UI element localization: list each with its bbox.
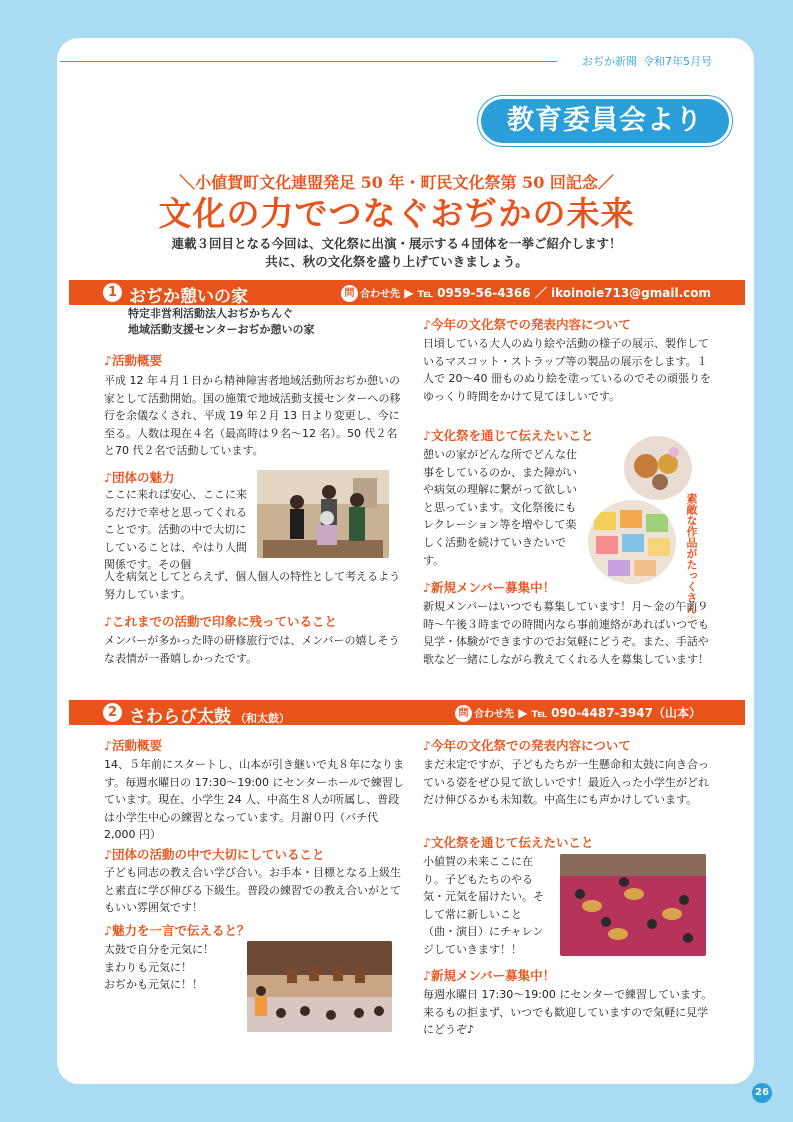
issue-date: 令和7年5月号 bbox=[643, 55, 712, 68]
s1-convey-heading: ♪文化祭を通じて伝えたいこと bbox=[423, 428, 594, 443]
contact-value: ▶ ℡ 0959-56-4366 ／ ikoinoie713@gmail.com bbox=[404, 286, 712, 300]
s2-overview-heading: ♪活動概要 bbox=[104, 738, 162, 753]
s1-group-photo bbox=[257, 470, 389, 558]
s2-overview-text: 14、５年前にスタートし、山本が引き継いで丸８年になります。毎週水曜日の 17:30～19:00 にセンターホールで練習しています。現在、小学生 24 人、中高生８人が所属し、普段は小学生中心の練習となっています。月謝０円（バチ代 2,000 円） bbox=[104, 758, 404, 842]
section-2-header bbox=[69, 700, 745, 725]
s1-show-text: 日頃している大人のぬり絵や活動の様子の展示、製作しているマスコット・ストラップ等の製品の展示をします。１人で 20～40 冊ものぬり絵を塗っているのでその頑張りをゆっくり時間をかけて見てほしいです。 bbox=[423, 337, 711, 403]
feature-title: 文化の力でつなぐおぢかの未来 bbox=[158, 194, 635, 233]
s1-charm-text-a: ここに来れば安心、ここに来るだけで幸せと思ってくれることです。活動の中で大切にしていることは、やはり人間関係です。その個 bbox=[104, 488, 247, 572]
s1-memory-heading: ♪これまでの活動で印象に残っていること bbox=[104, 614, 337, 629]
org-line-1: 特定非営利活動法人おぢかちんぐ bbox=[128, 307, 293, 320]
s1-coloring-photo bbox=[588, 500, 676, 584]
s2-value-text: 子ども同志の教え合い学び合い。お手本・目標となる上級生と素直に学び伸びる下級生。普段の練習での教え合いがとてもいい雰囲気です！ bbox=[104, 866, 401, 915]
oneword-line-1: 太鼓で自分を元気に！ bbox=[104, 943, 214, 956]
s2-convey-heading: ♪文化祭を通じて伝えたいこと bbox=[423, 835, 594, 850]
section-1-contact bbox=[341, 284, 711, 302]
section-1-header bbox=[69, 280, 745, 305]
section-2-title bbox=[129, 702, 290, 727]
section-2-number: 2 bbox=[103, 703, 122, 722]
header-rule bbox=[60, 61, 557, 62]
s1-recruit-text: 新規メンバーはいつでも募集しています！月～金の午前９時～午後３時までの時間内なら事前連絡があればいつでも見学・体験ができますのでお気軽にどうぞ。また、手話や歌など一緒にしながら教えてくれる人を募集しています！ bbox=[423, 600, 709, 666]
s1-overview-heading: ♪活動概要 bbox=[104, 353, 162, 368]
section-1-number: 1 bbox=[103, 283, 122, 302]
section-1-title: おぢか憩いの家 bbox=[129, 287, 248, 307]
org-line-2: 地域活動支援センターおぢか憩いの家 bbox=[128, 323, 315, 336]
s2-oneword-heading: ♪魅力を一言で伝えると？ bbox=[104, 923, 250, 938]
section-2-name: さわらび太鼓 bbox=[129, 707, 231, 727]
oneword-line-3: おぢかも元気に！！ bbox=[104, 978, 203, 992]
contact-label: 合わせ先 bbox=[360, 289, 400, 300]
contact-label: 合わせ先 bbox=[474, 709, 514, 720]
inquiry-icon: 問 bbox=[455, 705, 472, 722]
s2-value-heading: ♪団体の活動の中で大切にしていること bbox=[104, 847, 325, 862]
s2-show-heading: ♪今年の文化祭での発表内容について bbox=[423, 738, 631, 753]
oneword-line-2: まわりも元気に！ bbox=[104, 960, 192, 974]
s1-show-heading: ♪今年の文化祭での発表内容について bbox=[423, 317, 631, 332]
s2-taiko-stage-photo bbox=[247, 941, 392, 1032]
s1-charm-heading: ♪団体の魅力 bbox=[104, 470, 175, 485]
feature-subtitle: ＼小値賀町文化連盟発足 50 年・町民文化祭第 50 回記念／ bbox=[179, 173, 614, 192]
s2-show-text: まだ未定ですが、子どもたちが一生懸命和太鼓に向き合っている姿をぜひ見て欲しいです！最近入った小学生がどれだけ伸びるかも未知数。中高生にも声かけしています。 bbox=[423, 758, 709, 807]
s2-recruit-text: 毎週水曜日 17:30～19:00 にセンターで練習しています。来るもの拒まず、いつでも歓迎していますので気軽に見学にどうぞ♪ bbox=[423, 988, 713, 1037]
s1-crafts-photo bbox=[624, 436, 692, 500]
issue-info bbox=[582, 53, 712, 69]
newsletter-name: おぢか新聞 bbox=[582, 55, 637, 68]
s1-convey-text: 憩いの家がどんな所でどんな仕事をしているのか、また障がいや病気の理解に繋がって欲しいと思っています。文化祭後にもレクレーション等を増やして楽しく活動を続けていきたいです。 bbox=[423, 448, 577, 567]
org-name bbox=[128, 306, 315, 338]
s2-taiko-practice-photo bbox=[560, 854, 706, 956]
section-label: 教育委員会より bbox=[478, 96, 732, 146]
section-2-subname: （和太鼓） bbox=[235, 712, 290, 725]
contact-value: ▶ ℡ 090-4487-3947（山本） bbox=[518, 706, 701, 720]
s1-memory-text: メンバーが多かった時の研修旅行では、メンバーの嬉しそうな表情が一番嬉しかったです。 bbox=[104, 634, 400, 665]
s1-charm-text-b: 人を病気としてとらえず、個人個人の特性として考えるよう努力しています。 bbox=[104, 570, 401, 601]
inquiry-icon: 問 bbox=[341, 285, 358, 302]
s1-side-note: 素敵な作品がたっくさん♡ bbox=[685, 493, 698, 627]
feature-lead bbox=[0, 235, 793, 271]
s2-oneword-text bbox=[104, 941, 244, 994]
page-number: 26 bbox=[752, 1083, 772, 1103]
s2-recruit-heading: ♪新規メンバー募集中！ bbox=[423, 968, 556, 983]
lead-line-2: 共に、秋の文化祭を盛り上げていきましょう。 bbox=[265, 254, 528, 269]
lead-line-1: 連載３回目となる今回は、文化祭に出演・展示する４団体を一挙ご紹介します！ bbox=[171, 236, 622, 251]
s2-convey-text: 小値賀の未来ここに在り。子どもたちのやる気・元気を届けたい。そして常に新しいこと（曲・演目）にチャレンジしていきます！！ bbox=[423, 855, 544, 956]
section-2-contact bbox=[455, 704, 701, 722]
s1-recruit-heading: ♪新規メンバー募集中！ bbox=[423, 580, 556, 595]
s1-overview-text: 平成 12 年４月１日から精神障害者地域活動所おぢか憩いの家として活動開始。国の施策で地域活動支援センターへの移行を余儀なくされ、平成 19 年２月 13 日より変更し、今に至る。人数は現在４名（最高時は９名～12 名）。50 代２名と70 代２名で活動しています。 bbox=[104, 374, 401, 458]
